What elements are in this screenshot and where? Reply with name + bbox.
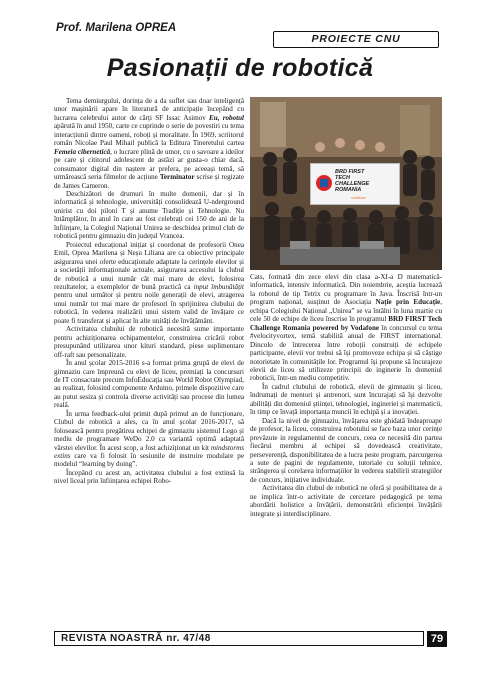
paragraph: În cadrul clubului de robotică, elevii de gimnaziu și liceu, îndrumați de mentori și antrenori, sunt încurajați să își dezvolte abilități din domeniul științei, tehnologiei, ingineriei și matematicii, în timp ce învață importanța muncii în echipă și a inovației. (250, 382, 442, 417)
paragraph: Dacă la nivel de gimnaziu, învățarea este ghidată îndeaproape de profesor, la liceu, construirea robotului se face baza unor cerințe prevăzute in regulamentul de concurs, ceea ce necesită din partea fiecărui membru al echipei să dovedească creativitate, perseverență, disponibilitatea de a lucra peste program, parcurgerea a sute de pagini de regulamente, tutoriale cu soluții tehnice, strângerea și corelarea informațiilor în vederea stabilirii strategiilor de concurs, inițiative individuale. (250, 416, 442, 484)
sponsor-label: vodafone (351, 196, 366, 200)
paragraph: Activitatea din clubul de robotică ne oferă și posibilitatea de a ne implica într-o activitate de cercetare pedagogică pe tema abordării holistice a învățării, demonstrării eficienței învățării integrate și interdisciplinare. (250, 484, 442, 518)
author-name: Prof. Marilena OPREA (56, 22, 177, 34)
right-column (250, 273, 442, 518)
paragraph: Începând cu acest an, activitatea clubului a fost extinsă la nivel liceal prin înființarea echipei Robo- (54, 468, 244, 486)
magazine-issue: REVISTA NOASTRĂ nr. 47/48 (61, 633, 211, 644)
banner-title: BRD FIRST TECH CHALLENGE ROMANIA (335, 169, 370, 193)
article-title: Pasionații de robotică (106, 54, 374, 82)
paragraph: Activitatea clubului de robotică necesită sume importante pentru achiziționarea echipamentelor, construirea cricării robot presupunând utilizarea unor kituri standard, piese suplimentare off-raft sau personalizate. (54, 325, 244, 359)
left-column (54, 97, 244, 486)
paragraph: Tema demiurgului, dorința de a da suflet sau doar inteligență unor mașinării apare în literatură de anticipație începând cu lucrarea celebrului autor de cărți SF Issac Asimov Eu, robotul apărută în anul 1950, carte ce cuprinde o serie de povestiri cu tema interacțiunii dintre oameni, roboți și moralitate. În 1969, scriitorul român Nicolae Paul Mihail publică la Editura Tineretului cartea Femeia cibernetică, o lucrare plină de umor, cu o savoare a ideilor pe care și cititorul adolescent de astăzi ar gusta-o chiar dacă, consumator digital din naștere ar prefera, pe aceeași temă, să urmărească seria filmelor de acțiune Terminator scrise și regizate de James Cameron. (54, 97, 245, 190)
team-photo (250, 97, 442, 270)
paragraph: Proiectul educațional inițiat și coordonat de profesorii Onea Emil, Oprea Marilena și Neșu Liliana are ca obiective principale asigurarea unei oferte educaționale adaptate la cerințele elevilor și a societății informaționale actuale, asigurarea accesului la clubul de robotică a unui număr cât mai mare de elevi, folosirea rezultatelor, a exemplelor de bună practică ca input îmbunătățit pentru unul următor și pentru noile generații de elevi, atragerea unui număr tot mai mare de profesori în sprijinirea clubului de robotică, în vederea realizării unui sistem valid de învățare ce poate fi transferat și aplicat în alte unități de învățământ. (54, 240, 244, 325)
paragraph: Cats, formată din zece elevi din clasa a-XI-a D matematică-informatică, intensiv informatică. Din noiembrie, aceștia lucrează la robotul de tip Tetrix cu programare în Java. Înscrisă într-un program național, susținut de Asociația Nație prin Educație, echipa Colegiului Național „Unirea” se va întâlni în luna martie cu cele 50 de echipe de liceu înscrise în programul BRD FIRST Tech Challenge Romania powered by Vodafone în concursul cu tema #velocityvortex, temă stabilită anual de FIRST international. Dincolo de întrecerea între roboții construiți de echipele participante, elevii vor trebui să își promoveze echipa și să câștige notorietate în comunitățile lor. Programul își propune să încurajeze elevii de liceu să utilizeze principii de inginerie în domeniul roboticii, într-un mediu competitiv. (250, 273, 442, 383)
first-logo-icon (313, 172, 335, 194)
magazine-footer (54, 631, 424, 646)
paragraph: În urma feedback-ului primit după primul an de funcționare, Clubul de robotică a ales, ca în anul școlar 2016-2017, să folosească pentru pregătirea echipei de gimnaziu sistemul Lego și mediu de programare WeDo 2.0 ca variantă optimă adaptată vârstei elevilor. În acest scop, a fost achiziționat un kit mindstorms extins care va fi folosit în sesiunile de instruire modulare pe modelul “learning by doing”. (54, 409, 244, 469)
paragraph: Deschizători de drumuri în multe domenii, dar și în informatică și tehnologie, universități consolidează U-nderground unirist cu doi piloni T și anume Tradiție și Tehnologie. Nu întâmplător, în anul în care au fost celebrați cei 150 de ani de la înființare, la Colegiul Național Unirea se deschidea primul club de robotică pentru gimnaziu din județul Vrancea. (54, 189, 244, 241)
page-number: 79 (427, 631, 447, 647)
challenge-banner (310, 163, 400, 205)
paragraph: În anul școlar 2015-2016 s-a format prima grupă de elevi de gimnaziu care împreună cu elevi de liceu, premiați la concursuri de IT consacrate precum InfoEducația sau World Robot Olympiad, au realizat, folosind componente Arduino, primele dispozitive care au putut sesiza și controla diverse activități sau procese din lumea reală. (54, 359, 244, 410)
section-rubric: PROIECTE CNU (273, 31, 439, 48)
